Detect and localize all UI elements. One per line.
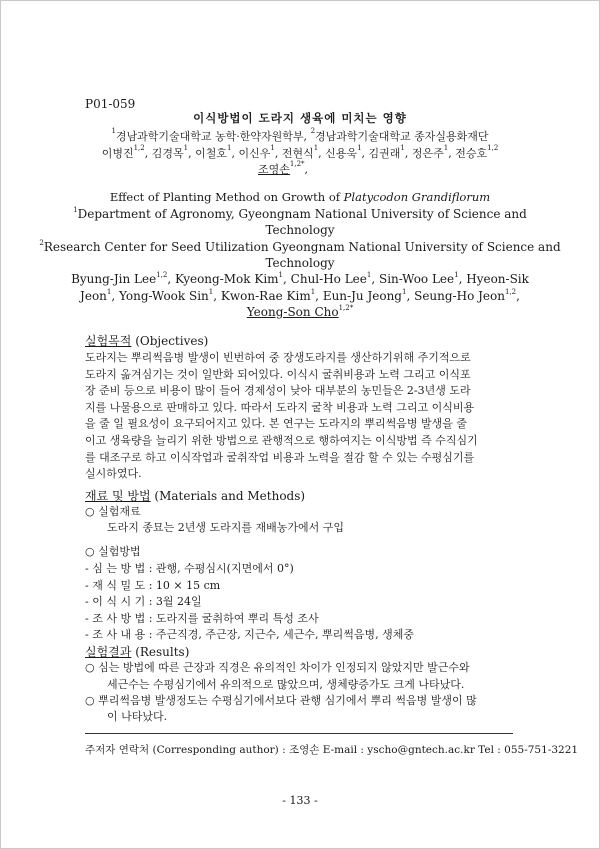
objectives-line: 도라지 옮겨심기는 것이 일반화 되어있다. 이식시 굴취비용과 노력 그리고 이식포 [85,367,471,381]
author-marker: 1 [357,144,362,152]
author-name: Chul-Ho Lee [290,272,367,286]
method-item: - 조 사 내 용 : 주근직경, 주근장, 지근수, 세근수, 뿌리썩음병, 생체중 [85,628,415,641]
author-name: Byung-Jin Lee [71,272,157,286]
affiliation-text: Department of Agronomy, Gyeongnam National University of Science and [77,207,527,221]
objectives-line: 을 줄 일 필요성이 요구되어지고 있다. 본 연구는 도라지의 뿌리썩음병 발생을 줄 [85,417,467,431]
affiliation-marker: 2 [310,127,316,135]
korean-title: 이식방법이 도라지 생육에 미치는 영향 [193,111,407,125]
result-bullet-1-cont: 세근수는 수평심기에서 유의적으로 많았으며, 생체량증가도 크게 나타났다. [107,678,465,691]
author-marker: 1,2* [289,160,305,168]
author-marker: 1 [366,271,372,279]
author-marker: 1 [226,144,232,152]
author-name: Eun-Ju Jeong [322,289,402,303]
author-marker: 1 [454,271,459,279]
materials-title: ○ 실험재료 [85,505,141,518]
result-bullet-1: ○ 심는 방법에 따른 근장과 직경은 유의적인 차이가 인정되지 않았지만 발근수와 [85,661,470,674]
english-affiliation-2 [0,240,600,254]
author-marker: 1 [106,288,112,296]
korean-corresponding-author: 조영손$^{1,2*}$, [258,160,309,176]
korean-affiliations [0,128,600,144]
author-name: 정은주 [411,147,444,160]
heading-english: (Results) [131,645,190,659]
author-name: 이신우 [238,147,271,160]
objectives-line: 지를 나물용으로 판매하고 있다. 따라서 도라지 굴착 비용과 노력 그리고 이식비용 [85,400,475,414]
author-name: 이철호 [195,147,227,160]
title-prefix: Effect of Planting Method on Growth of [109,190,344,204]
author-name: Hyeon-Sik [466,272,529,286]
english-affiliation-2-cont: Technology [265,256,335,270]
english-corresponding-author [0,305,600,319]
method-title: ○ 실험방법 [85,545,141,558]
english-affiliation-1-cont: Technology [265,223,335,237]
paper-code: P01-059 [85,97,136,111]
english-title [0,190,600,204]
korean-affiliation-2: 경남과학기술대학교 종자실용화재단 [315,130,489,143]
heading-english: (Objectives) [131,334,209,348]
author-marker: 1 [310,288,316,296]
affiliation-marker: 1 [73,206,78,214]
author-marker: 1,2 [133,144,145,152]
author-marker: 1 [400,144,405,152]
english-affiliation-1 [0,207,600,221]
author-marker: 1 [401,288,407,296]
title-species: Platycodon Grandiflorum [343,190,491,204]
method-item: - 재 식 밀 도 : 10 × 15 cm [85,578,221,592]
objectives-line: 도라지는 뿌리썩음병 발생이 빈번하여 중 장생도라지를 생산하기위해 주기적으로 [85,351,471,364]
section-heading-methods [85,487,305,504]
author-marker: 1 [183,144,189,152]
affiliation-marker: 1 [111,127,116,135]
author-name: 김경목 [151,147,184,160]
method-item: - 이 식 시 기 : 3월 24일 [85,595,202,608]
author-name: 신용욱 [325,147,358,160]
materials-text: 도라지 종묘는 2년생 도라지를 재배농가에서 구입 [107,521,344,534]
objectives-line: 를 대조구로 하고 이식작업과 굴취작업 비용과 노력을 절감 할 수 있는 수평심기를 [85,450,475,464]
author-name: Seung-Ho Jeon [414,289,505,303]
author-name: Yeong-Son Cho [246,305,339,319]
footer-divider [85,733,513,734]
author-name: Jeon [80,289,107,303]
objectives-line: 실시하였다. [85,467,142,481]
section-heading-results [85,643,189,660]
author-marker: 1,2* [338,304,354,312]
author-marker: 1 [278,271,284,279]
heading-korean: 실험결과 [85,645,132,659]
corresponding-author-footer: 주저자 연락처 (Corresponding author) : 조영손 E-mail : yscho@gntech.ac.kr Tel : 055-751-3221 [85,744,579,756]
author-marker: 1 [313,144,319,152]
author-name: Sin-Woo Lee [378,272,455,286]
author-name: 전승호 [455,147,488,160]
author-marker: 1 [270,144,275,152]
method-item: - 조 사 방 법 : 도라지를 굴취하여 뿌리 특성 조사 [85,611,319,625]
korean-authors: 이병진$^{1,2}$, 김경목$^1$, 이철호$^1$, 이신우$^1$, 전현식$^1$, 신용욱$^1$, 김권래$^1$, 정은주$^1$, 전승호$^{1,2}$ [101,144,499,160]
english-authors-line-1: Byung-Jin Lee$^{1,2}$, Kyeong-Mok Kim$^1$, Chul-Ho Lee$^1$, Sin-Woo Lee$^1$, Hyeon-Sik [71,271,529,286]
result-bullet-2-cont: 이 나타났다. [107,710,168,723]
section-heading-objectives [85,332,208,349]
author-marker: 1,2 [504,288,517,296]
heading-korean: 재료 및 방법 [85,489,151,503]
author-marker: 1,2 [156,271,168,279]
author-name: 전현식 [281,147,314,160]
author-marker: 1,2 [487,144,499,152]
author-marker: 1 [208,288,214,296]
english-authors-line-2: Jeon$^1$, Yong-Wook Sin$^1$, Kwon-Rae Kim$^1$, Eun-Ju Jeong$^1$, Seung-Ho Jeon$^{1,2}$, [80,288,520,303]
affiliation-text: Research Center for Seed Utilization Gyeongnam National University of Science and [43,240,561,254]
heading-korean: 실험목적 [85,334,132,348]
heading-english: (Materials and Methods) [150,489,306,503]
page-number: - 133 - [282,794,318,807]
author-name: Kyeong-Mok Kim [175,272,279,286]
objectives-line: 이고 생육량을 늘리기 위한 방법으로 관행적으로 행하여지는 이식방법 즉 수직심기 [85,434,478,447]
objectives-line: 장 준비 등으로 비용이 많이 들어 경제성이 낮아 대부분의 농민들은 2-3년생 도라 [85,384,471,398]
author-name: 김권래 [368,147,401,160]
author-name: 이병진 [101,147,134,160]
author-name: Yong-Wook Sin [119,289,209,303]
method-item: - 심 는 방 법 : 관행, 수평심시(지면에서 0°) [85,562,294,575]
result-bullet-2: ○ 뿌리썩음병 발생정도는 수평심기에서보다 관행 심기에서 뿌리 썩음병 발생이 많 [85,694,477,707]
affiliation-marker: 2 [39,239,44,247]
author-name: Kwon-Rae Kim [220,289,311,303]
author-marker: 1 [443,144,449,152]
korean-affiliation-1: 경남과학기술대학교 농학·한약자원학부, [115,130,311,143]
author-name: 조영손 [258,163,290,176]
